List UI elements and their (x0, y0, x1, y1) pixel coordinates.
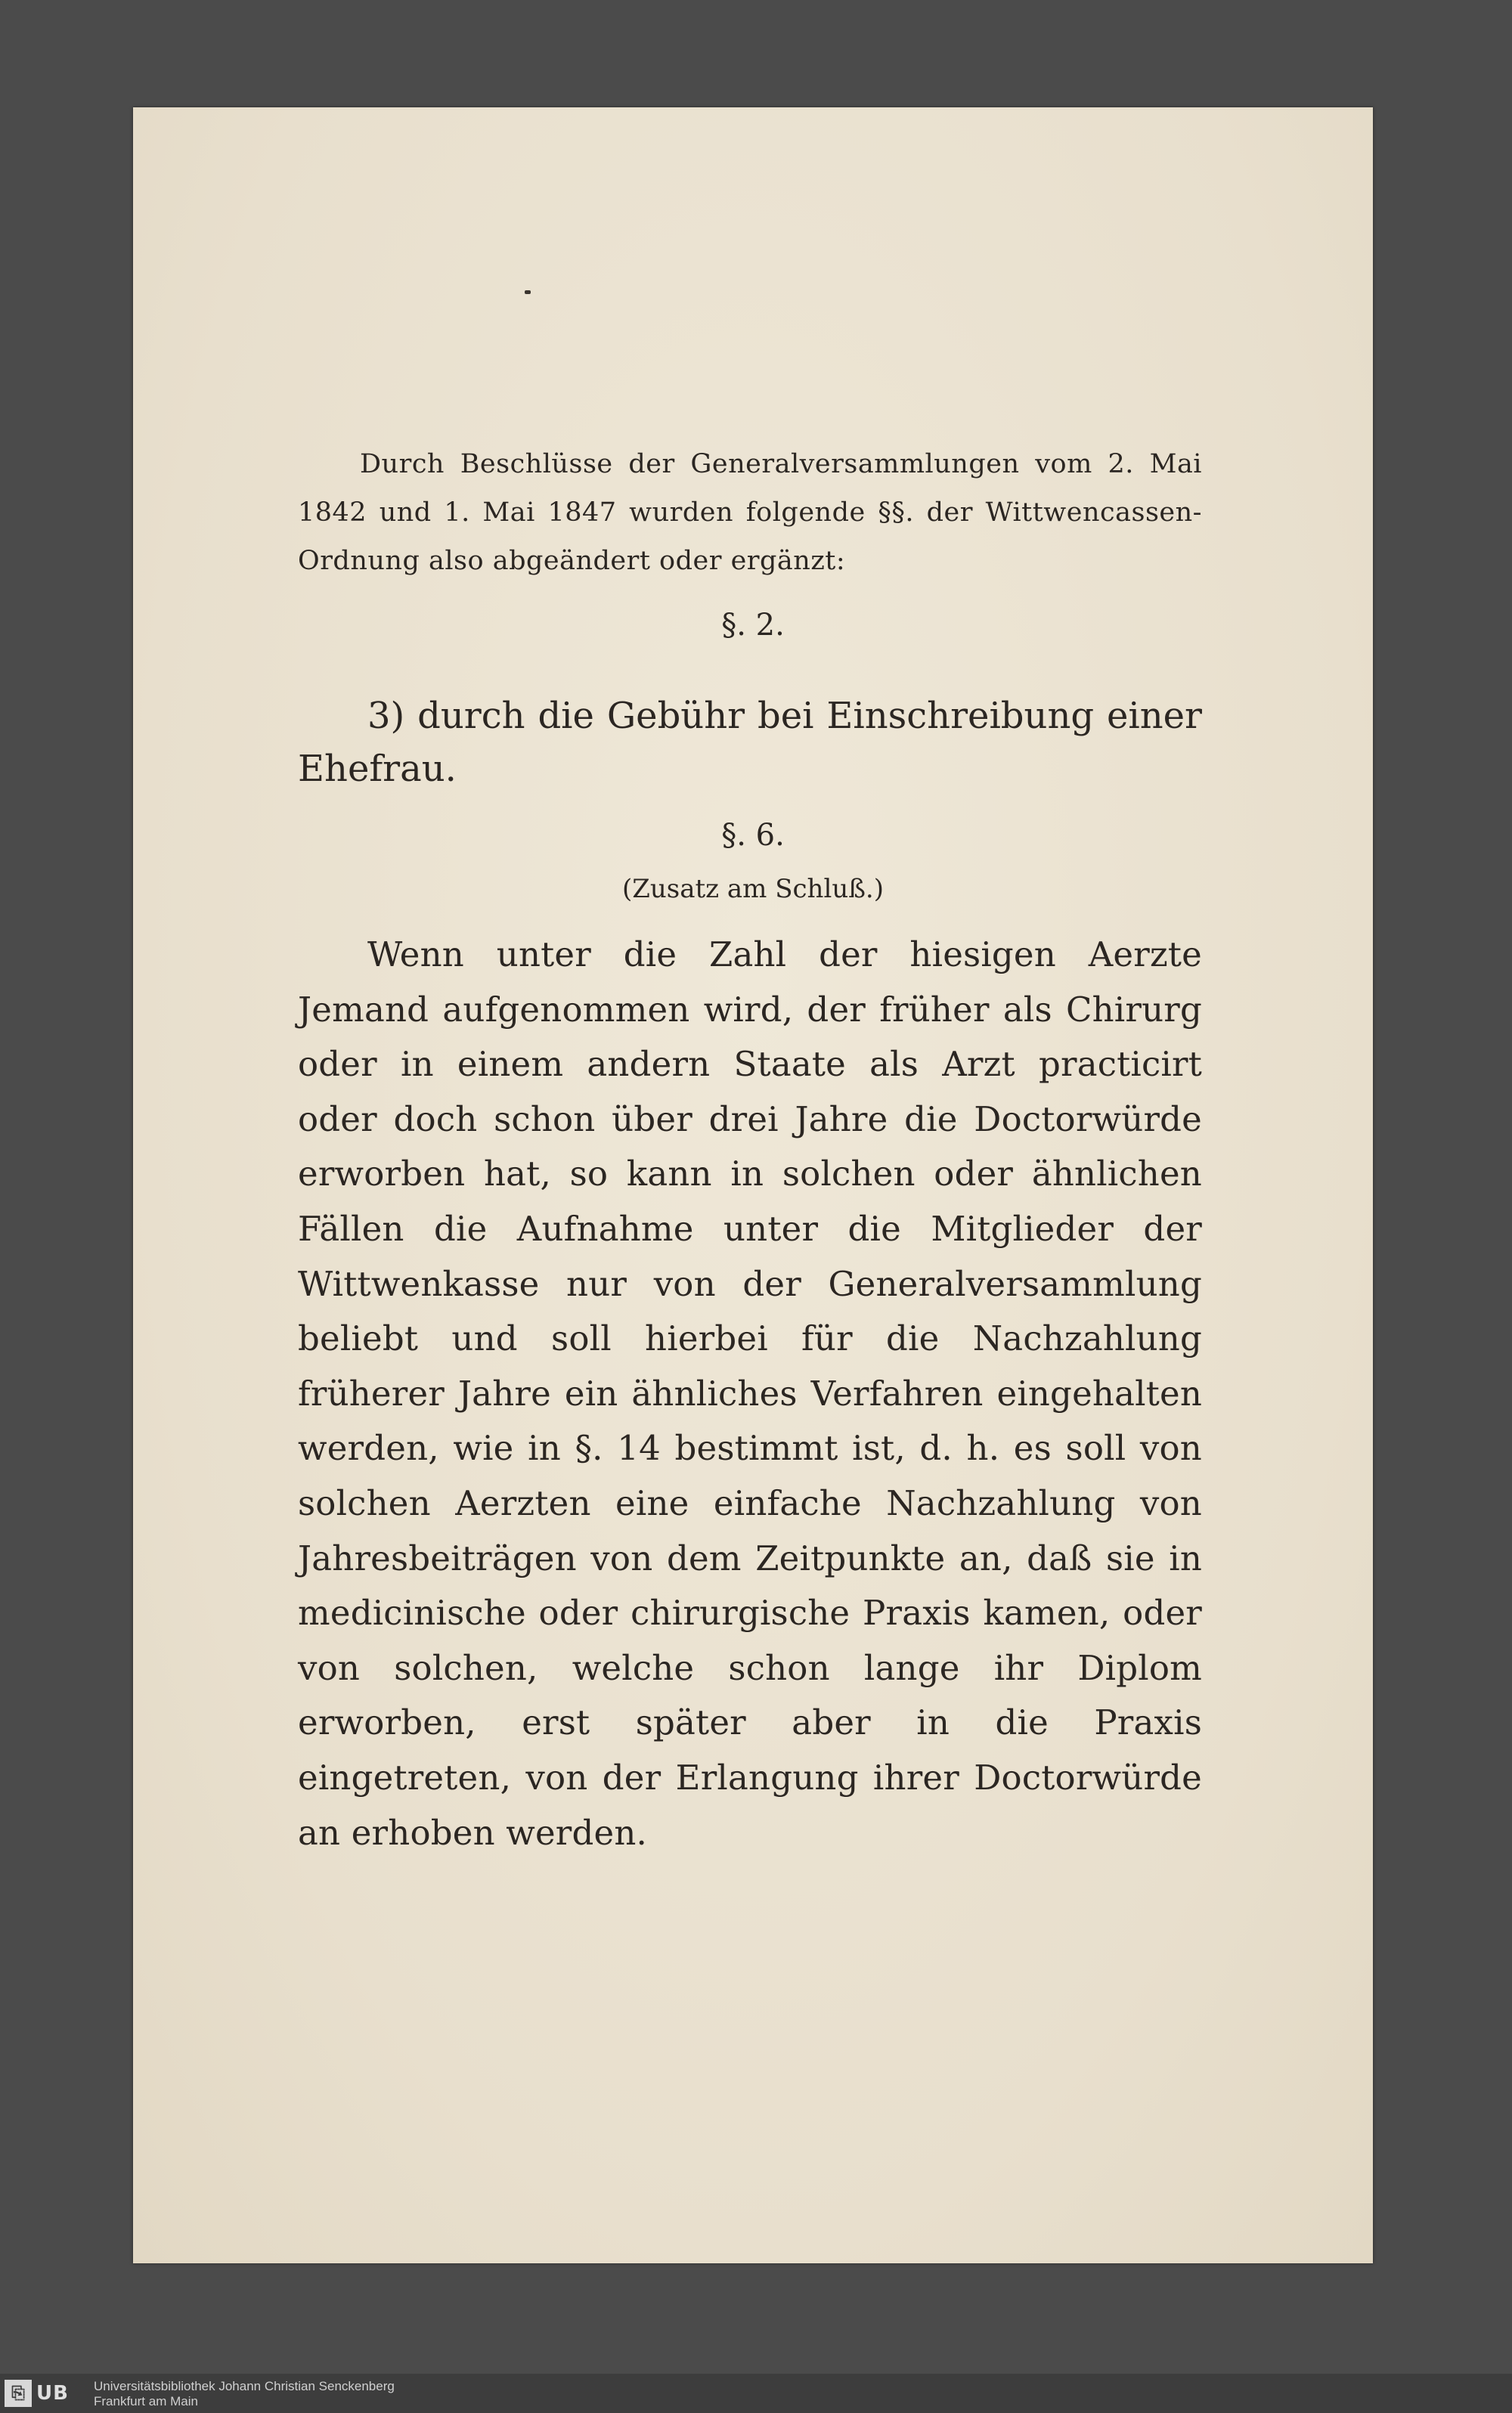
institution-line-1: Universitätsbibliothek Johann Christian Senckenberg (94, 2379, 395, 2393)
institution-name (94, 2379, 395, 2409)
footer-bar (0, 2374, 1512, 2413)
library-logo-text: UB (36, 2382, 69, 2405)
section-2-text: 3) durch die Gebühr bei Einschreibung einer Ehefrau. (298, 695, 1202, 790)
section-2-body (298, 689, 1202, 795)
intro-text: Durch Beschlüsse der Generalversammlungen vom 2. Mai 1842 und 1. Mai 1847 wurden folgende §§. der Wittwencassen-Ordnung also abgeändert oder ergänzt: (298, 449, 1202, 576)
section-6-text: Wenn unter die Zahl der hiesigen Aerzte Jemand aufgenommen wird, der früher als Chirurg oder in einem andern Staate als Arzt practicirt oder doch schon über drei Jahre die Doctorwürde erworben hat, so kann in solchen oder ähnlichen Fällen die Aufnahme unter die Mitglieder der Wittwenkasse nur von der Generalversammlung beliebt und soll hierbei für die Nachzahlung früherer Jahre ein ähnliches Verfahren eingehalten werden, wie in §. 14 bestimmt ist, d. h. es soll von solchen Aerzten eine einfache Nachzahlung von Jahresbeiträgen von dem Zeitpunkte an, daß sie in medicinische oder chirurgische Praxis kamen, oder von solchen, welche schon lange ihr Diplom erworben, erst später aber in die Praxis eingetreten, von der Erlangung ihrer Doctorwürde an erhoben werden. (298, 934, 1202, 1853)
section-heading-6: §. 6. (721, 818, 785, 853)
section-heading-2: §. 2. (721, 608, 785, 643)
library-logo[interactable] (5, 2380, 86, 2407)
section-6-note: (Zusatz am Schluß.) (622, 874, 884, 904)
institution-line-2: Frankfurt am Main (94, 2394, 198, 2408)
intro-paragraph (298, 440, 1202, 585)
ink-speck (525, 290, 531, 294)
library-logo-icon: ⎘ (5, 2380, 32, 2407)
scanned-page (133, 107, 1373, 2263)
section-6-body (298, 928, 1202, 1860)
